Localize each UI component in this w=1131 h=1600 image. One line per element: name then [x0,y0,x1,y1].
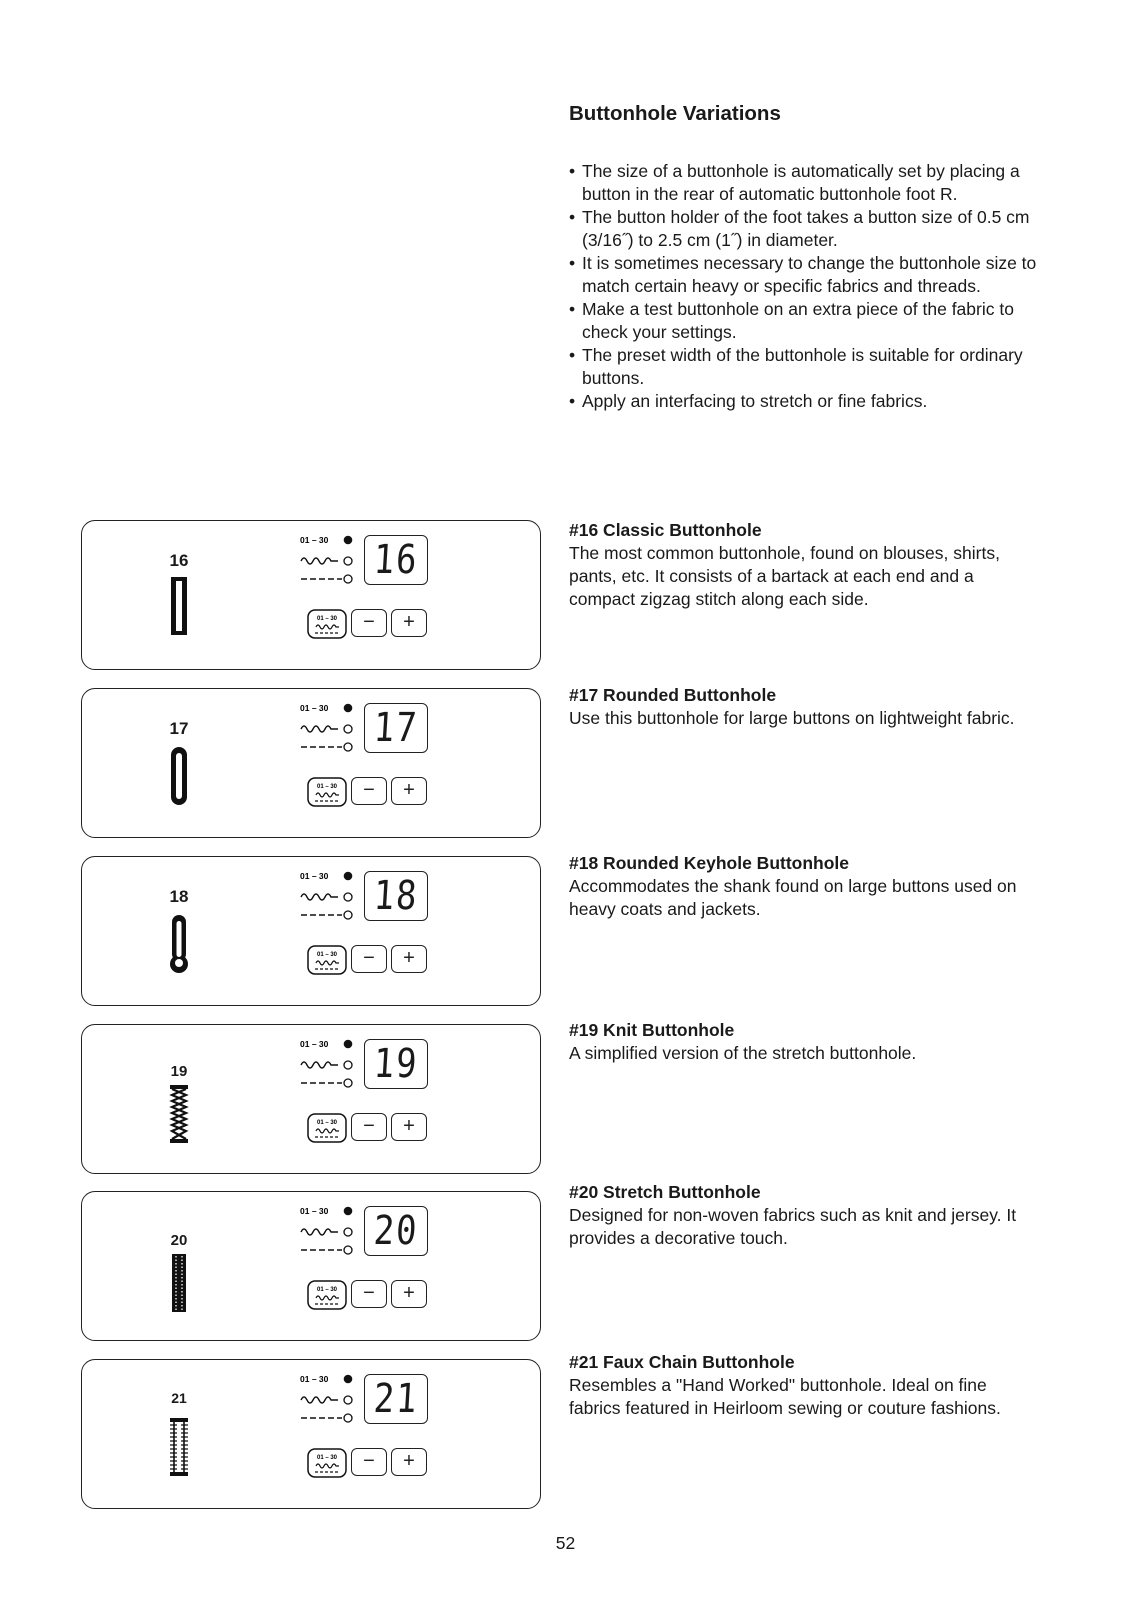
stitch-number-display: 17 [364,703,428,753]
memory-key-button[interactable] [307,777,347,807]
pattern-number: 18 [169,887,189,906]
svg-text:01 – 30: 01 – 30 [316,1120,338,1126]
section-text: Designed for non-woven fabrics such as knit and jersey. It provides a decorative touch. [569,1205,1017,1248]
stitch-number-display: 19 [364,1039,428,1089]
range-label: 01 – 30 [300,535,329,545]
stitch-number-display: 18 [364,871,428,921]
section-heading: #17 Rounded Buttonhole [569,685,777,705]
panel-18 [81,856,541,1006]
plus-button[interactable]: + [391,1280,427,1308]
minus-button[interactable]: − [351,777,387,805]
section-text: Use this buttonhole for large buttons on lightweight fabric. [569,708,1015,728]
section-text: Resembles a "Hand Worked" buttonhole. Ideal on fine fabrics featured in Heirloom sewing or couture fashions. [569,1375,1001,1418]
section-18 [569,852,1039,921]
minus-button[interactable]: − [351,609,387,637]
section-17 [569,684,1039,730]
svg-text:01 – 30: 01 – 30 [316,1455,338,1461]
range-label: 01 – 30 [300,1374,329,1384]
section-heading: #20 Stretch Buttonhole [569,1182,761,1202]
memory-key-button[interactable] [307,945,347,975]
bullet-item: • Make a test buttonhole on an extra piece of the fabric to check your settings. [569,298,1039,344]
minus-button[interactable]: − [351,1448,387,1476]
section-heading: #16 Classic Buttonhole [569,520,762,540]
pattern-number: 17 [169,719,189,738]
svg-text:01 – 30: 01 – 30 [316,1287,338,1293]
page-title: Buttonhole Variations [569,102,781,125]
panel-17 [81,688,541,838]
intro-bullet-list [569,160,1039,413]
rounded-buttonhole-icon [166,745,192,807]
range-label: 01 – 30 [300,1206,329,1216]
pattern-number: 20 [170,1232,188,1249]
section-16 [569,519,1039,611]
section-21 [569,1351,1039,1420]
minus-button[interactable]: − [351,1280,387,1308]
stitch-number-display: 21 [364,1374,428,1424]
panel-20 [81,1191,541,1341]
keyhole-buttonhole-icon [166,913,192,975]
svg-text:01 – 30: 01 – 30 [316,616,338,622]
memory-key-button[interactable] [307,1280,347,1310]
bullet-item: • The size of a buttonhole is automatically set by placing a button in the rear of automatic buttonhole foot R. [569,160,1039,206]
bullet-item: • The preset width of the buttonhole is suitable for ordinary buttons. [569,344,1039,390]
bullet-item: • It is sometimes necessary to change the buttonhole size to match certain heavy or specific fabrics and threads. [569,252,1039,298]
plus-button[interactable]: + [391,777,427,805]
section-20 [569,1181,1039,1250]
panel-21 [81,1359,541,1509]
page-number: 52 [555,1533,576,1553]
memory-key-button[interactable] [307,1113,347,1143]
stretch-buttonhole-icon [166,1252,192,1314]
pattern-number: 21 [171,1390,187,1406]
plus-button[interactable]: + [391,1448,427,1476]
plus-button[interactable]: + [391,609,427,637]
range-label: 01 – 30 [300,703,329,713]
faux-chain-buttonhole-icon [166,1416,192,1478]
memory-key-button[interactable] [307,1448,347,1478]
bullet-item: • The button holder of the foot takes a button size of 0.5 cm (3/16˝) to 2.5 cm (1˝) in diameter. [569,206,1039,252]
section-19 [569,1019,1039,1065]
range-label: 01 – 30 [300,871,329,881]
section-heading: #18 Rounded Keyhole Buttonhole [569,853,850,873]
section-heading: #21 Faux Chain Buttonhole [569,1352,795,1372]
plus-button[interactable]: + [391,945,427,973]
panel-19 [81,1024,541,1174]
svg-text:01 – 30: 01 – 30 [316,784,338,790]
section-heading: #19 Knit Buttonhole [569,1020,735,1040]
pattern-number: 16 [169,551,189,570]
section-text: The most common buttonhole, found on blouses, shirts, pants, etc. It consists of a bartack at each end and a compact zigzag stitch along each side. [569,543,1000,609]
svg-text:01 – 30: 01 – 30 [316,952,338,958]
section-text: Accommodates the shank found on large buttons used on heavy coats and jackets. [569,876,1017,919]
range-label: 01 – 30 [300,1039,329,1049]
classic-buttonhole-icon [166,575,192,637]
bullet-item: • Apply an interfacing to stretch or fine fabrics. [569,390,1039,413]
memory-key-button[interactable] [307,609,347,639]
pattern-number: 19 [170,1063,188,1080]
stitch-number-display: 16 [364,535,428,585]
section-text: A simplified version of the stretch buttonhole. [569,1043,917,1063]
minus-button[interactable]: − [351,1113,387,1141]
plus-button[interactable]: + [391,1113,427,1141]
panel-16 [81,520,541,670]
minus-button[interactable]: − [351,945,387,973]
knit-buttonhole-icon [166,1083,192,1145]
stitch-number-display: 20 [364,1206,428,1256]
